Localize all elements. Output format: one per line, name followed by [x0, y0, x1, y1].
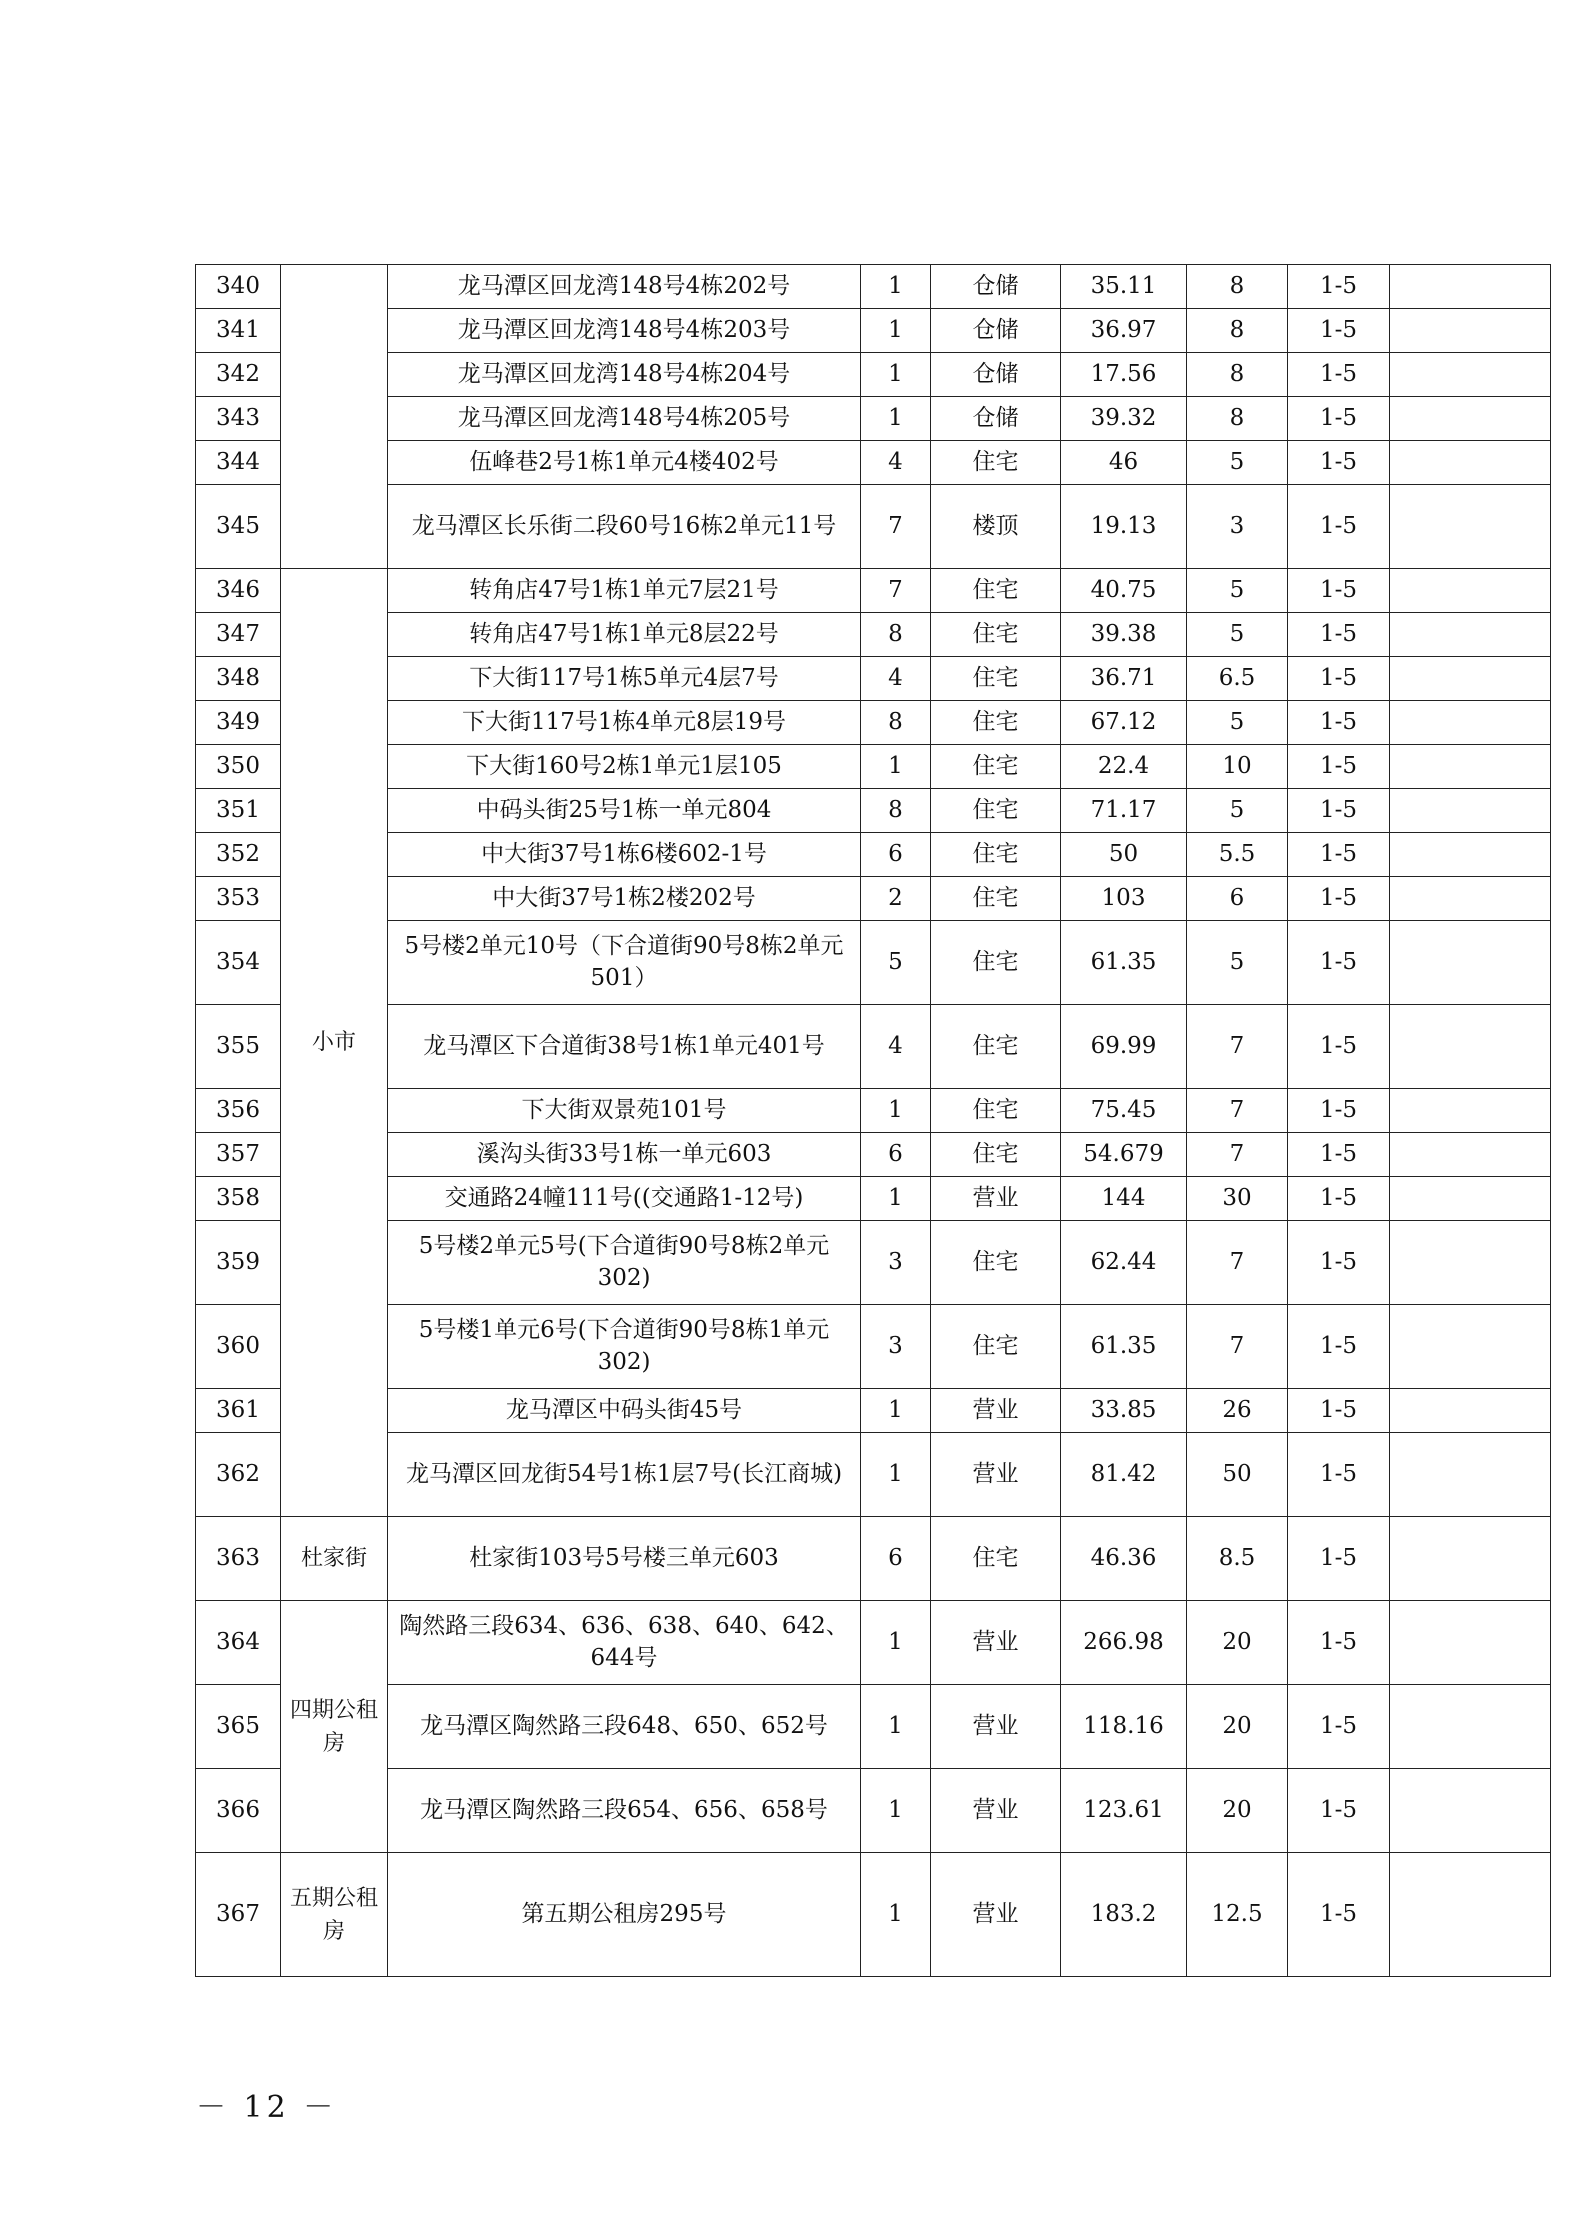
- floor-cell: 1: [861, 1853, 931, 1977]
- area-size-cell: 39.38: [1061, 613, 1187, 657]
- rent-cell: 7: [1187, 1305, 1288, 1389]
- term-cell: 1-5: [1288, 877, 1390, 921]
- usage-cell: 营业: [931, 1177, 1061, 1221]
- usage-cell: 住宅: [931, 569, 1061, 613]
- floor-cell: 8: [861, 613, 931, 657]
- row-number-cell: 355: [196, 1005, 281, 1089]
- term-cell: 1-5: [1288, 657, 1390, 701]
- address-cell: 5号楼2单元10号（下合道街90号8栋2单元501）: [388, 921, 861, 1005]
- remarks-cell: [1390, 613, 1551, 657]
- area-size-cell: 103: [1061, 877, 1187, 921]
- remarks-cell: [1390, 745, 1551, 789]
- floor-cell: 1: [861, 1089, 931, 1133]
- rent-cell: 5: [1187, 569, 1288, 613]
- address-cell: 中码头街25号1栋一单元804: [388, 789, 861, 833]
- table-row: [196, 1177, 1551, 1221]
- usage-cell: 住宅: [931, 1005, 1061, 1089]
- area-size-cell: 19.13: [1061, 485, 1187, 569]
- term-cell: 1-5: [1288, 1177, 1390, 1221]
- remarks-cell: [1390, 1305, 1551, 1389]
- remarks-cell: [1390, 701, 1551, 745]
- remarks-cell: [1390, 397, 1551, 441]
- remarks-cell: [1390, 1089, 1551, 1133]
- address-cell: 下大街双景苑101号: [388, 1089, 861, 1133]
- address-cell: 转角店47号1栋1单元7层21号: [388, 569, 861, 613]
- remarks-cell: [1390, 1389, 1551, 1433]
- address-cell: 龙马潭区陶然路三段654、656、658号: [388, 1769, 861, 1853]
- usage-cell: 营业: [931, 1433, 1061, 1517]
- rent-cell: 50: [1187, 1433, 1288, 1517]
- rent-cell: 20: [1187, 1769, 1288, 1853]
- term-cell: 1-5: [1288, 1389, 1390, 1433]
- term-cell: 1-5: [1288, 1305, 1390, 1389]
- rent-cell: 8.5: [1187, 1517, 1288, 1601]
- row-number-cell: 347: [196, 613, 281, 657]
- term-cell: 1-5: [1288, 309, 1390, 353]
- area-size-cell: 33.85: [1061, 1389, 1187, 1433]
- area-size-cell: 36.97: [1061, 309, 1187, 353]
- address-cell: 龙马潭区回龙湾148号4栋204号: [388, 353, 861, 397]
- term-cell: 1-5: [1288, 1089, 1390, 1133]
- rent-cell: 6.5: [1187, 657, 1288, 701]
- floor-cell: 6: [861, 1133, 931, 1177]
- row-number-cell: 348: [196, 657, 281, 701]
- area-size-cell: 67.12: [1061, 701, 1187, 745]
- row-number-cell: 352: [196, 833, 281, 877]
- row-number-cell: 353: [196, 877, 281, 921]
- row-number-cell: 344: [196, 441, 281, 485]
- area-cell: [281, 265, 388, 569]
- address-cell: 5号楼2单元5号(下合道街90号8栋2单元302): [388, 1221, 861, 1305]
- term-cell: 1-5: [1288, 353, 1390, 397]
- area-size-cell: 17.56: [1061, 353, 1187, 397]
- table-row: [196, 789, 1551, 833]
- floor-cell: 7: [861, 569, 931, 613]
- rent-cell: 20: [1187, 1685, 1288, 1769]
- address-cell: 下大街117号1栋4单元8层19号: [388, 701, 861, 745]
- rent-cell: 7: [1187, 1089, 1288, 1133]
- remarks-cell: [1390, 1221, 1551, 1305]
- address-cell: 龙马潭区回龙湾148号4栋205号: [388, 397, 861, 441]
- page-number: － 12 －: [196, 2090, 338, 2125]
- table-row: [196, 569, 1551, 613]
- usage-cell: 住宅: [931, 701, 1061, 745]
- floor-cell: 1: [861, 1433, 931, 1517]
- area-size-cell: 144: [1061, 1177, 1187, 1221]
- floor-cell: 7: [861, 485, 931, 569]
- row-number-cell: 360: [196, 1305, 281, 1389]
- rent-cell: 8: [1187, 309, 1288, 353]
- row-number-cell: 365: [196, 1685, 281, 1769]
- area-cell: 杜家街: [281, 1517, 388, 1601]
- area-size-cell: 54.679: [1061, 1133, 1187, 1177]
- term-cell: 1-5: [1288, 569, 1390, 613]
- address-cell: 龙马潭区下合道街38号1栋1单元401号: [388, 1005, 861, 1089]
- row-number-cell: 358: [196, 1177, 281, 1221]
- remarks-cell: [1390, 309, 1551, 353]
- rent-cell: 5: [1187, 701, 1288, 745]
- term-cell: 1-5: [1288, 1853, 1390, 1977]
- address-cell: 第五期公租房295号: [388, 1853, 861, 1977]
- usage-cell: 住宅: [931, 789, 1061, 833]
- area-size-cell: 71.17: [1061, 789, 1187, 833]
- remarks-cell: [1390, 1769, 1551, 1853]
- row-number-cell: 345: [196, 485, 281, 569]
- usage-cell: 仓储: [931, 309, 1061, 353]
- rent-cell: 8: [1187, 265, 1288, 309]
- remarks-cell: [1390, 441, 1551, 485]
- area-size-cell: 22.4: [1061, 745, 1187, 789]
- term-cell: 1-5: [1288, 1601, 1390, 1685]
- area-cell: 小市: [281, 569, 388, 1517]
- area-size-cell: 118.16: [1061, 1685, 1187, 1769]
- address-cell: 中大街37号1栋6楼602-1号: [388, 833, 861, 877]
- rent-cell: 5: [1187, 921, 1288, 1005]
- table-row: [196, 309, 1551, 353]
- term-cell: 1-5: [1288, 1517, 1390, 1601]
- usage-cell: 住宅: [931, 1221, 1061, 1305]
- row-number-cell: 366: [196, 1769, 281, 1853]
- table-row: [196, 657, 1551, 701]
- area-size-cell: 266.98: [1061, 1601, 1187, 1685]
- table-row: [196, 1133, 1551, 1177]
- row-number-cell: 364: [196, 1601, 281, 1685]
- rent-cell: 20: [1187, 1601, 1288, 1685]
- area-size-cell: 81.42: [1061, 1433, 1187, 1517]
- address-cell: 龙马潭区回龙街54号1栋1层7号(长江商城): [388, 1433, 861, 1517]
- usage-cell: 仓储: [931, 353, 1061, 397]
- rent-cell: 5: [1187, 789, 1288, 833]
- row-number-cell: 351: [196, 789, 281, 833]
- rent-cell: 5: [1187, 441, 1288, 485]
- floor-cell: 3: [861, 1221, 931, 1305]
- area-size-cell: 50: [1061, 833, 1187, 877]
- table-row: [196, 1305, 1551, 1389]
- rent-cell: 10: [1187, 745, 1288, 789]
- area-size-cell: 40.75: [1061, 569, 1187, 613]
- rent-cell: 3: [1187, 485, 1288, 569]
- remarks-cell: [1390, 833, 1551, 877]
- row-number-cell: 354: [196, 921, 281, 1005]
- address-cell: 5号楼1单元6号(下合道街90号8栋1单元302): [388, 1305, 861, 1389]
- usage-cell: 营业: [931, 1853, 1061, 1977]
- address-cell: 龙马潭区长乐街二段60号16栋2单元11号: [388, 485, 861, 569]
- floor-cell: 1: [861, 309, 931, 353]
- area-size-cell: 46: [1061, 441, 1187, 485]
- address-cell: 中大街37号1栋2楼202号: [388, 877, 861, 921]
- table-row: [196, 1221, 1551, 1305]
- table-row: [196, 921, 1551, 1005]
- floor-cell: 1: [861, 1685, 931, 1769]
- table-row: [196, 1853, 1551, 1977]
- usage-cell: 楼顶: [931, 485, 1061, 569]
- table-row: [196, 745, 1551, 789]
- term-cell: 1-5: [1288, 921, 1390, 1005]
- row-number-cell: 357: [196, 1133, 281, 1177]
- row-number-cell: 346: [196, 569, 281, 613]
- address-cell: 下大街117号1栋5单元4层7号: [388, 657, 861, 701]
- usage-cell: 住宅: [931, 657, 1061, 701]
- term-cell: 1-5: [1288, 1433, 1390, 1517]
- floor-cell: 6: [861, 833, 931, 877]
- remarks-cell: [1390, 1177, 1551, 1221]
- address-cell: 杜家街103号5号楼三单元603: [388, 1517, 861, 1601]
- table-row: [196, 441, 1551, 485]
- usage-cell: 住宅: [931, 1517, 1061, 1601]
- table-row: [196, 1005, 1551, 1089]
- term-cell: 1-5: [1288, 1005, 1390, 1089]
- rent-cell: 26: [1187, 1389, 1288, 1433]
- remarks-cell: [1390, 1133, 1551, 1177]
- usage-cell: 住宅: [931, 1089, 1061, 1133]
- term-cell: 1-5: [1288, 1133, 1390, 1177]
- area-size-cell: 61.35: [1061, 1305, 1187, 1389]
- table-row: [196, 833, 1551, 877]
- address-cell: 下大街160号2栋1单元1层105: [388, 745, 861, 789]
- row-number-cell: 342: [196, 353, 281, 397]
- term-cell: 1-5: [1288, 701, 1390, 745]
- remarks-cell: [1390, 789, 1551, 833]
- address-cell: 溪沟头街33号1栋一单元603: [388, 1133, 861, 1177]
- floor-cell: 2: [861, 877, 931, 921]
- row-number-cell: 349: [196, 701, 281, 745]
- area-cell: 五期公租房: [281, 1853, 388, 1977]
- term-cell: 1-5: [1288, 1769, 1390, 1853]
- term-cell: 1-5: [1288, 265, 1390, 309]
- area-size-cell: 123.61: [1061, 1769, 1187, 1853]
- remarks-cell: [1390, 1685, 1551, 1769]
- row-number-cell: 340: [196, 265, 281, 309]
- remarks-cell: [1390, 1517, 1551, 1601]
- floor-cell: 1: [861, 265, 931, 309]
- row-number-cell: 343: [196, 397, 281, 441]
- floor-cell: 1: [861, 397, 931, 441]
- floor-cell: 1: [861, 353, 931, 397]
- row-number-cell: 359: [196, 1221, 281, 1305]
- floor-cell: 1: [861, 745, 931, 789]
- remarks-cell: [1390, 657, 1551, 701]
- area-size-cell: 69.99: [1061, 1005, 1187, 1089]
- area-size-cell: 35.11: [1061, 265, 1187, 309]
- usage-cell: 住宅: [931, 613, 1061, 657]
- usage-cell: 住宅: [931, 1133, 1061, 1177]
- usage-cell: 营业: [931, 1389, 1061, 1433]
- usage-cell: 仓储: [931, 397, 1061, 441]
- usage-cell: 营业: [931, 1601, 1061, 1685]
- remarks-cell: [1390, 569, 1551, 613]
- usage-cell: 仓储: [931, 265, 1061, 309]
- rent-cell: 7: [1187, 1133, 1288, 1177]
- floor-cell: 8: [861, 701, 931, 745]
- rent-cell: 8: [1187, 397, 1288, 441]
- rent-cell: 5.5: [1187, 833, 1288, 877]
- term-cell: 1-5: [1288, 397, 1390, 441]
- table-row: [196, 877, 1551, 921]
- row-number-cell: 350: [196, 745, 281, 789]
- term-cell: 1-5: [1288, 441, 1390, 485]
- table-row: [196, 1769, 1551, 1853]
- term-cell: 1-5: [1288, 613, 1390, 657]
- area-cell: 四期公租房: [281, 1601, 388, 1853]
- table-row: [196, 353, 1551, 397]
- area-size-cell: 62.44: [1061, 1221, 1187, 1305]
- remarks-cell: [1390, 485, 1551, 569]
- rent-cell: 7: [1187, 1221, 1288, 1305]
- usage-cell: 住宅: [931, 745, 1061, 789]
- floor-cell: 8: [861, 789, 931, 833]
- table-row: [196, 485, 1551, 569]
- rent-cell: 12.5: [1187, 1853, 1288, 1977]
- address-cell: 龙马潭区陶然路三段648、650、652号: [388, 1685, 861, 1769]
- floor-cell: 1: [861, 1769, 931, 1853]
- table-row: [196, 1685, 1551, 1769]
- table-row: [196, 701, 1551, 745]
- area-size-cell: 61.35: [1061, 921, 1187, 1005]
- term-cell: 1-5: [1288, 485, 1390, 569]
- usage-cell: 住宅: [931, 1305, 1061, 1389]
- usage-cell: 住宅: [931, 877, 1061, 921]
- address-cell: 转角店47号1栋1单元8层22号: [388, 613, 861, 657]
- row-number-cell: 362: [196, 1433, 281, 1517]
- rent-cell: 8: [1187, 353, 1288, 397]
- address-cell: 陶然路三段634、636、638、640、642、644号: [388, 1601, 861, 1685]
- term-cell: 1-5: [1288, 1685, 1390, 1769]
- term-cell: 1-5: [1288, 745, 1390, 789]
- row-number-cell: 363: [196, 1517, 281, 1601]
- remarks-cell: [1390, 1853, 1551, 1977]
- floor-cell: 3: [861, 1305, 931, 1389]
- remarks-cell: [1390, 1005, 1551, 1089]
- remarks-cell: [1390, 877, 1551, 921]
- property-table: [195, 264, 1551, 1977]
- table-row: [196, 613, 1551, 657]
- address-cell: 龙马潭区回龙湾148号4栋203号: [388, 309, 861, 353]
- table-row: [196, 1389, 1551, 1433]
- usage-cell: 营业: [931, 1769, 1061, 1853]
- area-size-cell: 75.45: [1061, 1089, 1187, 1133]
- remarks-cell: [1390, 921, 1551, 1005]
- remarks-cell: [1390, 1433, 1551, 1517]
- floor-cell: 4: [861, 1005, 931, 1089]
- area-size-cell: 39.32: [1061, 397, 1187, 441]
- floor-cell: 1: [861, 1177, 931, 1221]
- floor-cell: 5: [861, 921, 931, 1005]
- rent-cell: 5: [1187, 613, 1288, 657]
- table-row: [196, 1433, 1551, 1517]
- floor-cell: 4: [861, 657, 931, 701]
- usage-cell: 住宅: [931, 921, 1061, 1005]
- usage-cell: 营业: [931, 1685, 1061, 1769]
- address-cell: 龙马潭区回龙湾148号4栋202号: [388, 265, 861, 309]
- remarks-cell: [1390, 265, 1551, 309]
- rent-cell: 7: [1187, 1005, 1288, 1089]
- row-number-cell: 367: [196, 1853, 281, 1977]
- table-row: [196, 1517, 1551, 1601]
- floor-cell: 6: [861, 1517, 931, 1601]
- floor-cell: 1: [861, 1601, 931, 1685]
- area-size-cell: 36.71: [1061, 657, 1187, 701]
- term-cell: 1-5: [1288, 833, 1390, 877]
- term-cell: 1-5: [1288, 1221, 1390, 1305]
- address-cell: 龙马潭区中码头街45号: [388, 1389, 861, 1433]
- address-cell: 交通路24幢111号((交通路1-12号): [388, 1177, 861, 1221]
- rent-cell: 30: [1187, 1177, 1288, 1221]
- row-number-cell: 356: [196, 1089, 281, 1133]
- table-row: [196, 397, 1551, 441]
- term-cell: 1-5: [1288, 789, 1390, 833]
- remarks-cell: [1390, 353, 1551, 397]
- remarks-cell: [1390, 1601, 1551, 1685]
- address-cell: 伍峰巷2号1栋1单元4楼402号: [388, 441, 861, 485]
- area-size-cell: 46.36: [1061, 1517, 1187, 1601]
- floor-cell: 1: [861, 1389, 931, 1433]
- table-row: [196, 265, 1551, 309]
- row-number-cell: 361: [196, 1389, 281, 1433]
- usage-cell: 住宅: [931, 441, 1061, 485]
- table-row: [196, 1601, 1551, 1685]
- row-number-cell: 341: [196, 309, 281, 353]
- table-row: [196, 1089, 1551, 1133]
- area-size-cell: 183.2: [1061, 1853, 1187, 1977]
- rent-cell: 6: [1187, 877, 1288, 921]
- floor-cell: 4: [861, 441, 931, 485]
- usage-cell: 住宅: [931, 833, 1061, 877]
